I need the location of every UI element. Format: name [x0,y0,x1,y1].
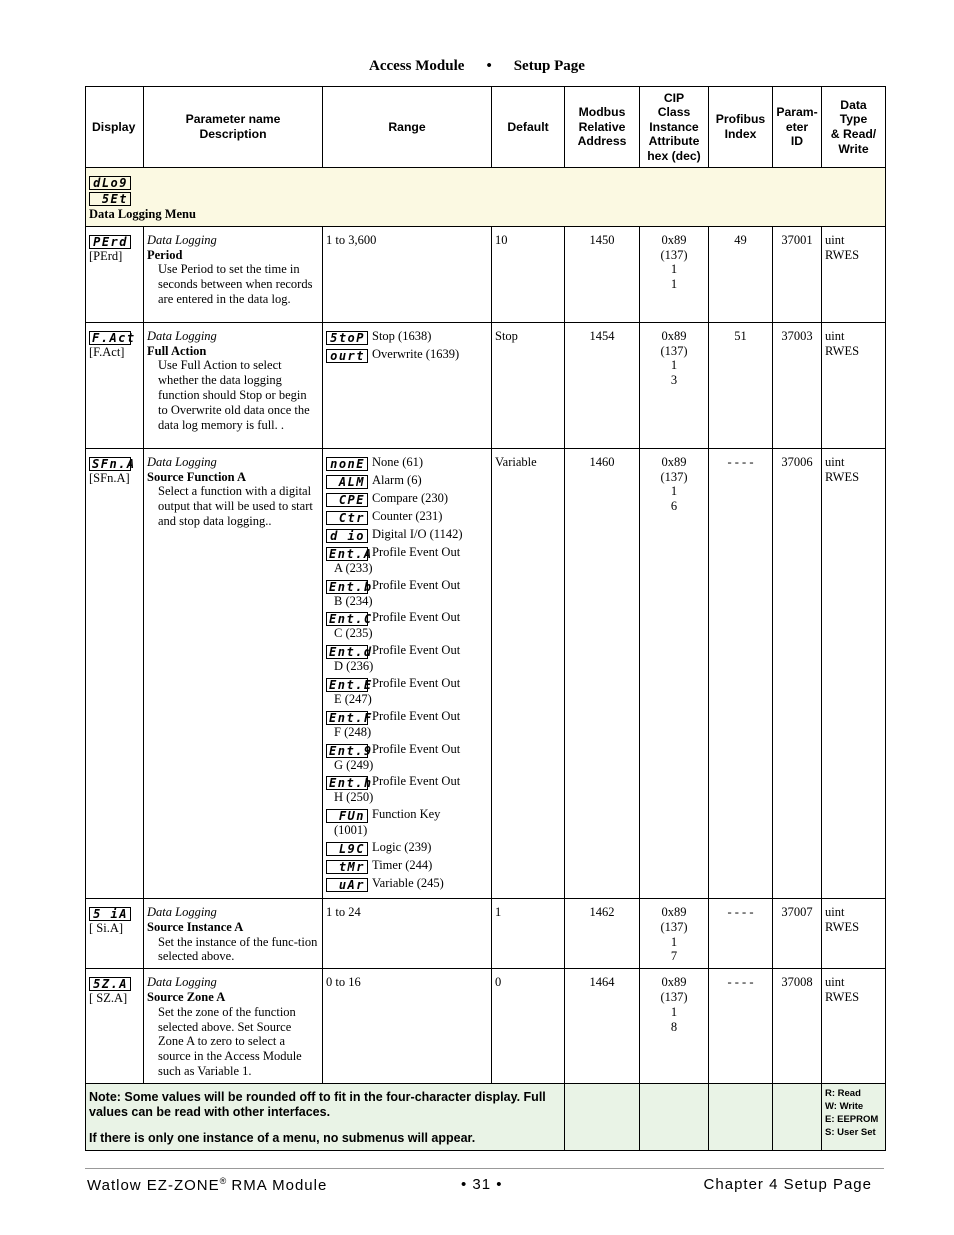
profibus-cell: 51 [709,322,773,448]
lcd-display: FUn [326,809,368,823]
page-title-section: Setup Page [513,58,585,74]
display-alt-text: [ SZ.A] [89,991,128,1006]
parameter-id-cell: 37008 [773,969,822,1084]
lcd-display: tMr [326,860,368,874]
lcd-display: Ent.b [326,580,368,594]
data-type-cell: uint RWES [822,448,886,898]
lcd-display: nonE [326,457,368,471]
range-option [326,742,488,773]
range-option-label: Alarm (6) [372,472,422,487]
parameter-name: Source Instance A [147,919,244,934]
col-data-type: Data Type & Read/ Write [822,87,886,168]
range-cell: 1 to 3,600 [323,226,492,322]
col-modbus: Modbus Relative Address [565,87,640,168]
footer-product: Watlow EZ-ZONE® RMA Module [87,1176,328,1194]
range-option [326,578,488,609]
profibus-cell: 49 [709,226,773,322]
table-row [86,226,886,322]
parameter-name: Full Action [147,343,207,358]
range-option [326,545,488,576]
lcd-display: L9C [326,842,368,856]
parameter-cell [144,898,323,968]
range-option [326,610,488,641]
parameter-description: Use Full Action to select whether the data logging function should Stop or begin to Overwrite old data once the data log memory is full. . [158,358,310,432]
profibus-cell: - - - - [709,898,773,968]
parameter-id-cell: 37001 [773,226,822,322]
range-option-label: Profile Event Out [372,643,461,658]
parameter-name: Source Function A [147,469,247,484]
parameter-category: Data Logging [147,454,217,469]
note-empty-cell [565,1083,640,1150]
range-option-label: Compare (230) [372,490,449,505]
range-option-sub: F (248) [334,724,372,739]
footer-page-number: • 31 • [461,1176,503,1193]
lcd-display: 5 iA [89,907,131,921]
range-option-label: Profile Event Out [372,577,461,592]
range-option [326,643,488,674]
lcd-display: SFn.A [89,457,131,471]
lcd-display: CPE [326,493,368,507]
display-cell [86,969,144,1084]
lcd-display: ALM [326,475,368,489]
page-footer [85,1176,884,1198]
range-option [326,774,488,805]
display-alt-text: [ Si.A] [89,920,124,935]
range-cell [323,448,492,898]
parameter-description: Select a function with a digital output that will be used to start and stop data logging.. [158,484,313,528]
default-cell: 10 [492,226,565,322]
parameter-cell [144,226,323,322]
parameter-cell [144,322,323,448]
note-empty-cell [709,1083,773,1150]
range-option [326,876,488,892]
lcd-display: 5Et [89,192,131,206]
range-cell: 0 to 16 [323,969,492,1084]
display-cell [86,226,144,322]
col-parameter-id: Param- eter ID [773,87,822,168]
range-cell [323,322,492,448]
range-option [326,676,488,707]
lcd-display: Ent.h [326,776,368,790]
range-option-label: Digital I/O (1142) [372,526,463,541]
col-default: Default [492,87,565,168]
default-cell: Stop [492,322,565,448]
profibus-cell: - - - - [709,969,773,1084]
data-type-cell: uint RWES [822,898,886,968]
range-option-label: Function Key [372,807,441,822]
range-option-sub: C (235) [334,626,373,641]
cip-cell: 0x89 (137) 1 6 [640,448,709,898]
lcd-display: 5Z.A [89,977,131,991]
range-option-label: Profile Event Out [372,610,461,625]
range-option-sub: A (233) [334,560,373,575]
display-alt-text: [SFn.A] [89,470,130,485]
range-option-label: None (61) [372,454,424,469]
table-row [86,322,886,448]
range-option-label: Profile Event Out [372,741,461,756]
cip-cell: 0x89 (137) 1 1 [640,226,709,322]
parameter-cell [144,969,323,1084]
menu-title: Data Logging Menu [89,207,196,221]
page-title-bullet: • [486,58,492,74]
lcd-display: Ent.C [326,612,368,626]
page-title [0,58,954,75]
table-header-row [86,87,886,168]
parameter-category: Data Logging [147,328,217,343]
table-row [86,969,886,1084]
lcd-display: PErd [89,235,131,249]
col-parameter: Parameter name Description [144,87,323,168]
data-type-cell: uint RWES [822,322,886,448]
modbus-cell: 1460 [565,448,640,898]
range-option-label: Timer (244) [372,857,433,872]
note-empty-cell [640,1083,709,1150]
modbus-cell: 1464 [565,969,640,1084]
parameter-category: Data Logging [147,975,217,990]
parameter-category: Data Logging [147,904,217,919]
table-row [86,448,886,898]
range-option-label: Profile Event Out [372,708,461,723]
lcd-display: dLo9 [89,176,131,190]
col-display: Display [86,87,144,168]
parameter-name: Source Zone A [147,989,226,1004]
parameter-description: Set the zone of the function selected above. Set Source Zone A to zero to select a source in the Access Module such as Variable 1. [158,1004,302,1078]
note-submenus: If there is only one instance of a menu, no submenus will appear. [89,1131,476,1146]
lcd-display: Ctr [326,511,368,525]
modbus-cell: 1450 [565,226,640,322]
cip-cell: 0x89 (137) 1 8 [640,969,709,1084]
display-cell [86,448,144,898]
range-option-label: Counter (231) [372,508,443,523]
range-option [326,840,488,856]
parameter-table [85,86,886,1151]
display-cell [86,322,144,448]
cip-cell: 0x89 (137) 1 3 [640,322,709,448]
profibus-cell: - - - - [709,448,773,898]
range-option [326,455,488,471]
lcd-display: uAr [326,878,368,892]
lcd-display: Ent.A [326,547,368,561]
menu-header-row [86,168,886,227]
data-type-cell: uint RWES [822,226,886,322]
lcd-display: F.Act [89,331,131,345]
range-option-sub: B (234) [334,593,373,608]
range-option-sub: H (250) [334,790,374,805]
range-option [326,509,488,525]
range-option-sub: E (247) [334,691,372,706]
note-empty-cell [773,1083,822,1150]
col-cip: CIP Class Instance Attribute hex (dec) [640,87,709,168]
note-cell [86,1083,565,1150]
parameter-id-cell: 37007 [773,898,822,968]
data-type-cell: uint RWES [822,969,886,1084]
range-option-label: Logic (239) [372,839,432,854]
lcd-display: 5toP [326,331,368,345]
col-range: Range [323,87,492,168]
table-row [86,898,886,968]
range-option-sub: D (236) [334,659,374,674]
parameter-id-cell: 37003 [773,322,822,448]
footer-chapter: Chapter 4 Setup Page [703,1176,872,1193]
parameter-description: Use Period to set the time in seconds between when records are entered in the data log. [158,262,313,306]
display-alt-text: [F.Act] [89,344,125,359]
range-option [326,709,488,740]
display-cell [86,898,144,968]
range-option [326,527,488,543]
cip-cell: 0x89 (137) 1 7 [640,898,709,968]
lcd-display: ourt [326,349,368,363]
range-option-label: Variable (245) [372,875,444,890]
page-title-module: Access Module [369,58,465,74]
lcd-display: Ent.9 [326,744,368,758]
modbus-cell: 1462 [565,898,640,968]
range-option: 5toP Stop (1638) [326,329,488,345]
range-option-label: Profile Event Out [372,544,461,559]
lcd-display: d io [326,529,368,543]
note-row [86,1083,886,1150]
range-option [326,858,488,874]
parameter-description: Set the instance of the func-tion selected above. [158,934,318,964]
lcd-display: Ent.F [326,711,368,725]
lcd-display: Ent.E [326,678,368,692]
default-cell: 1 [492,898,565,968]
range-option-label: Profile Event Out [372,774,461,789]
parameter-name: Period [147,247,183,262]
parameter-cell [144,448,323,898]
modbus-cell: 1454 [565,322,640,448]
range-option-sub: (1001) [334,823,368,838]
range-option [326,807,488,838]
default-cell: Variable [492,448,565,898]
range-cell: 1 to 24 [323,898,492,968]
footer-divider [85,1168,884,1169]
range-option [326,491,488,507]
menu-header-cell [86,168,886,227]
note-rounding: Note: Some values will be rounded off to fit in the four-character display. Full values can be read with other interfaces. [89,1089,546,1119]
range-option: ourt Overwrite (1639) [326,347,488,363]
range-option [326,473,488,489]
default-cell: 0 [492,969,565,1084]
display-alt-text: [PErd] [89,248,123,263]
range-option-label: Profile Event Out [372,675,461,690]
access-legend: R: Read W: Write E: EEPROM S: User Set [822,1083,886,1150]
range-option-sub: G (249) [334,757,374,772]
lcd-display: Ent.d [326,645,368,659]
parameter-category: Data Logging [147,232,217,247]
col-profibus: Profibus Index [709,87,773,168]
parameter-id-cell: 37006 [773,448,822,898]
